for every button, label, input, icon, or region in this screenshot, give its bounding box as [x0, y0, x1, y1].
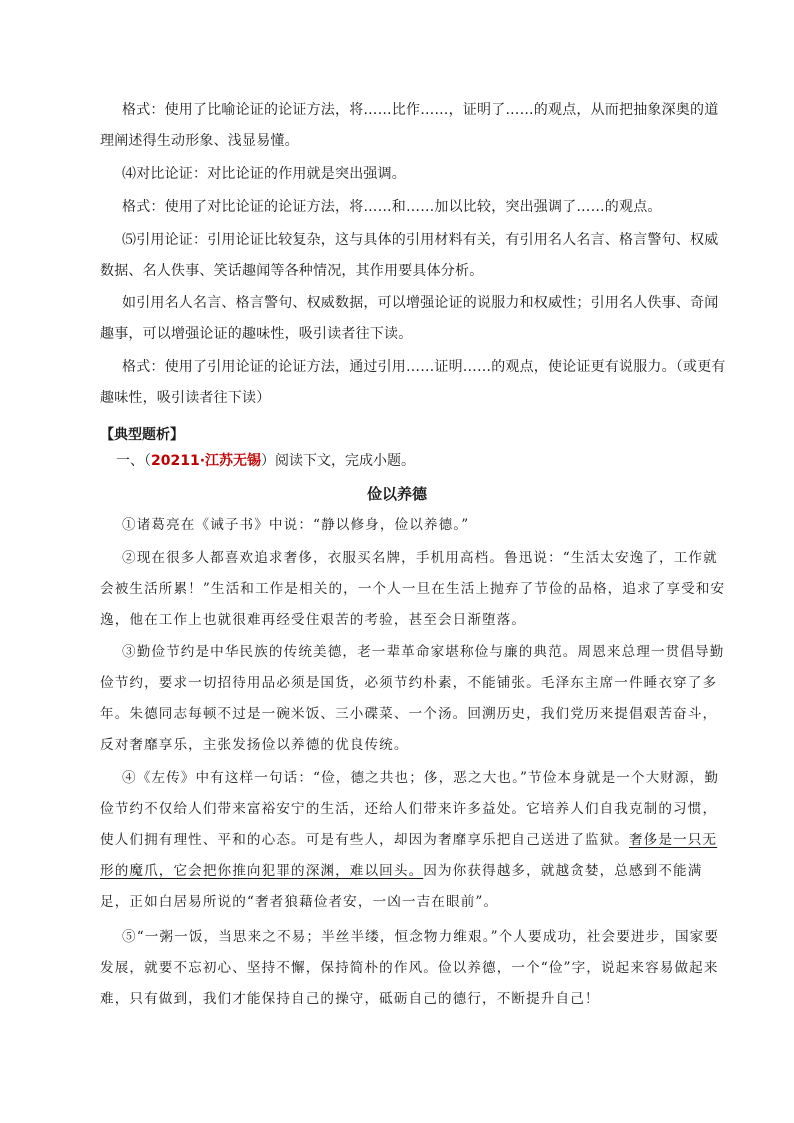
article-paragraph-3: [100, 637, 728, 761]
intro-paragraph-contrast: [100, 159, 728, 190]
question-prefix: 一、（: [116, 453, 151, 469]
intro-text: ⑷对比论证：对比论证的作用就是突出强调。: [122, 166, 406, 182]
article-text: 因为你获得越多，就越贪婪，总感到不能满足，正如白居易所说的“奢者狼藉俭者安，一凶一吉在眼前”。: [100, 863, 703, 910]
question-suffix: ）阅读下文，完成小题。: [261, 453, 416, 469]
underlined-sentence: 奢侈是一只无形的魔爪，它会把你推向犯罪的深渊，难以回头。: [100, 832, 718, 879]
article-paragraph-2: [100, 543, 728, 636]
article-paragraph-1: [100, 510, 728, 541]
article-paragraph-5: [100, 922, 728, 1015]
intro-text: 格式：使用了对比论证的论证方法，将……和……加以比较，突出强调了……的观点。: [122, 199, 662, 215]
question-line: [116, 450, 415, 472]
intro-text: 格式：使用了引用论证的论证方法，通过引用……证明……的观点，使论证更有说服力。（或更有趣味性，吸引读者往下读）: [100, 359, 726, 406]
intro-paragraph-citation-format: [100, 352, 728, 414]
article-text: ④《左传》中有这样一句话：“俭，德之共也；侈，恶之大也。”节俭本身就是一个大财源，勤俭节约不仅给人们带来富裕安宁的生活，还给人们带来许多益处。它培养人们自我克制的习惯，使人们拥有理性、平和的心态。可是有些人，却因为奢靡享乐把自己送进了监狱。: [100, 770, 720, 848]
article-title: 俭以养德: [366, 485, 427, 503]
intro-paragraph-citation: [100, 225, 728, 287]
article-text: ⑤“一粥一饭，当思来之不易；半丝半缕，恒念物力维艰。”个人要成功，社会要进步，国家要发展，就要不忘初心、坚持不懈，保持简朴的作风。俭以养德，一个“俭”字，说起来容易做起来难，只有做到，我们才能保持自己的操守，砥砺自己的德行，不断提升自己！: [100, 929, 720, 1007]
intro-text: 格式：使用了比喻论证的论证方法，将……比作……，证明了……的观点，从而把抽象深奥的道理阐述得生动形象、浅显易懂。: [100, 102, 719, 149]
question-source: 20211·江苏无锡: [151, 453, 262, 469]
article-text: ③勤俭节约是中华民族的传统美德，老一辈革命家堪称俭与廉的典范。周恩来总理一贯倡导勤俭节约，要求一切招待用品必须是国货，必须节约朴素，不能铺张。毛泽东主席一件睡衣穿了多年。朱德同志每顿不过是一碗米饭、三小碟菜、一个汤。回溯历史，我们党历来提倡艰苦奋斗，反对奢靡享乐，主张发扬俭以养德的优良传统。: [100, 644, 725, 753]
intro-paragraph-contrast-format: [100, 192, 728, 223]
intro-text: 如引用名人名言、格言警句、权威数据，可以增强论证的说服力和权威性；引用名人佚事、奇闻趣事，可以增强论证的趣味性，吸引读者往下读。: [100, 295, 719, 342]
intro-paragraph-metaphor-format: [100, 95, 728, 157]
section-heading: 【典型题析】: [100, 427, 184, 443]
article-text: ②现在很多人都喜欢追求奢侈，衣服买名牌，手机用高档。鲁迅说：“生活太安逸了，工作就会被生活所累！”生活和工作是相关的，一个人一旦在生活上抛弃了节俭的品格，追求了享受和安逸，他在工作上也就很难再经受住艰苦的考验，甚至会日渐堕落。: [100, 550, 726, 628]
intro-text: ⑸引用论证：引用论证比较复杂，这与具体的引用材料有关，有引用名人名言、格言警句、权威数据、名人佚事、笑话趣闻等各种情况，其作用要具体分析。: [100, 232, 719, 279]
intro-paragraph-citation-effects: [100, 288, 728, 350]
article-text: ①诸葛亮在《诫子书》中说：“静以修身，俭以养德。”: [122, 517, 470, 533]
article-paragraph-4: [100, 763, 728, 918]
